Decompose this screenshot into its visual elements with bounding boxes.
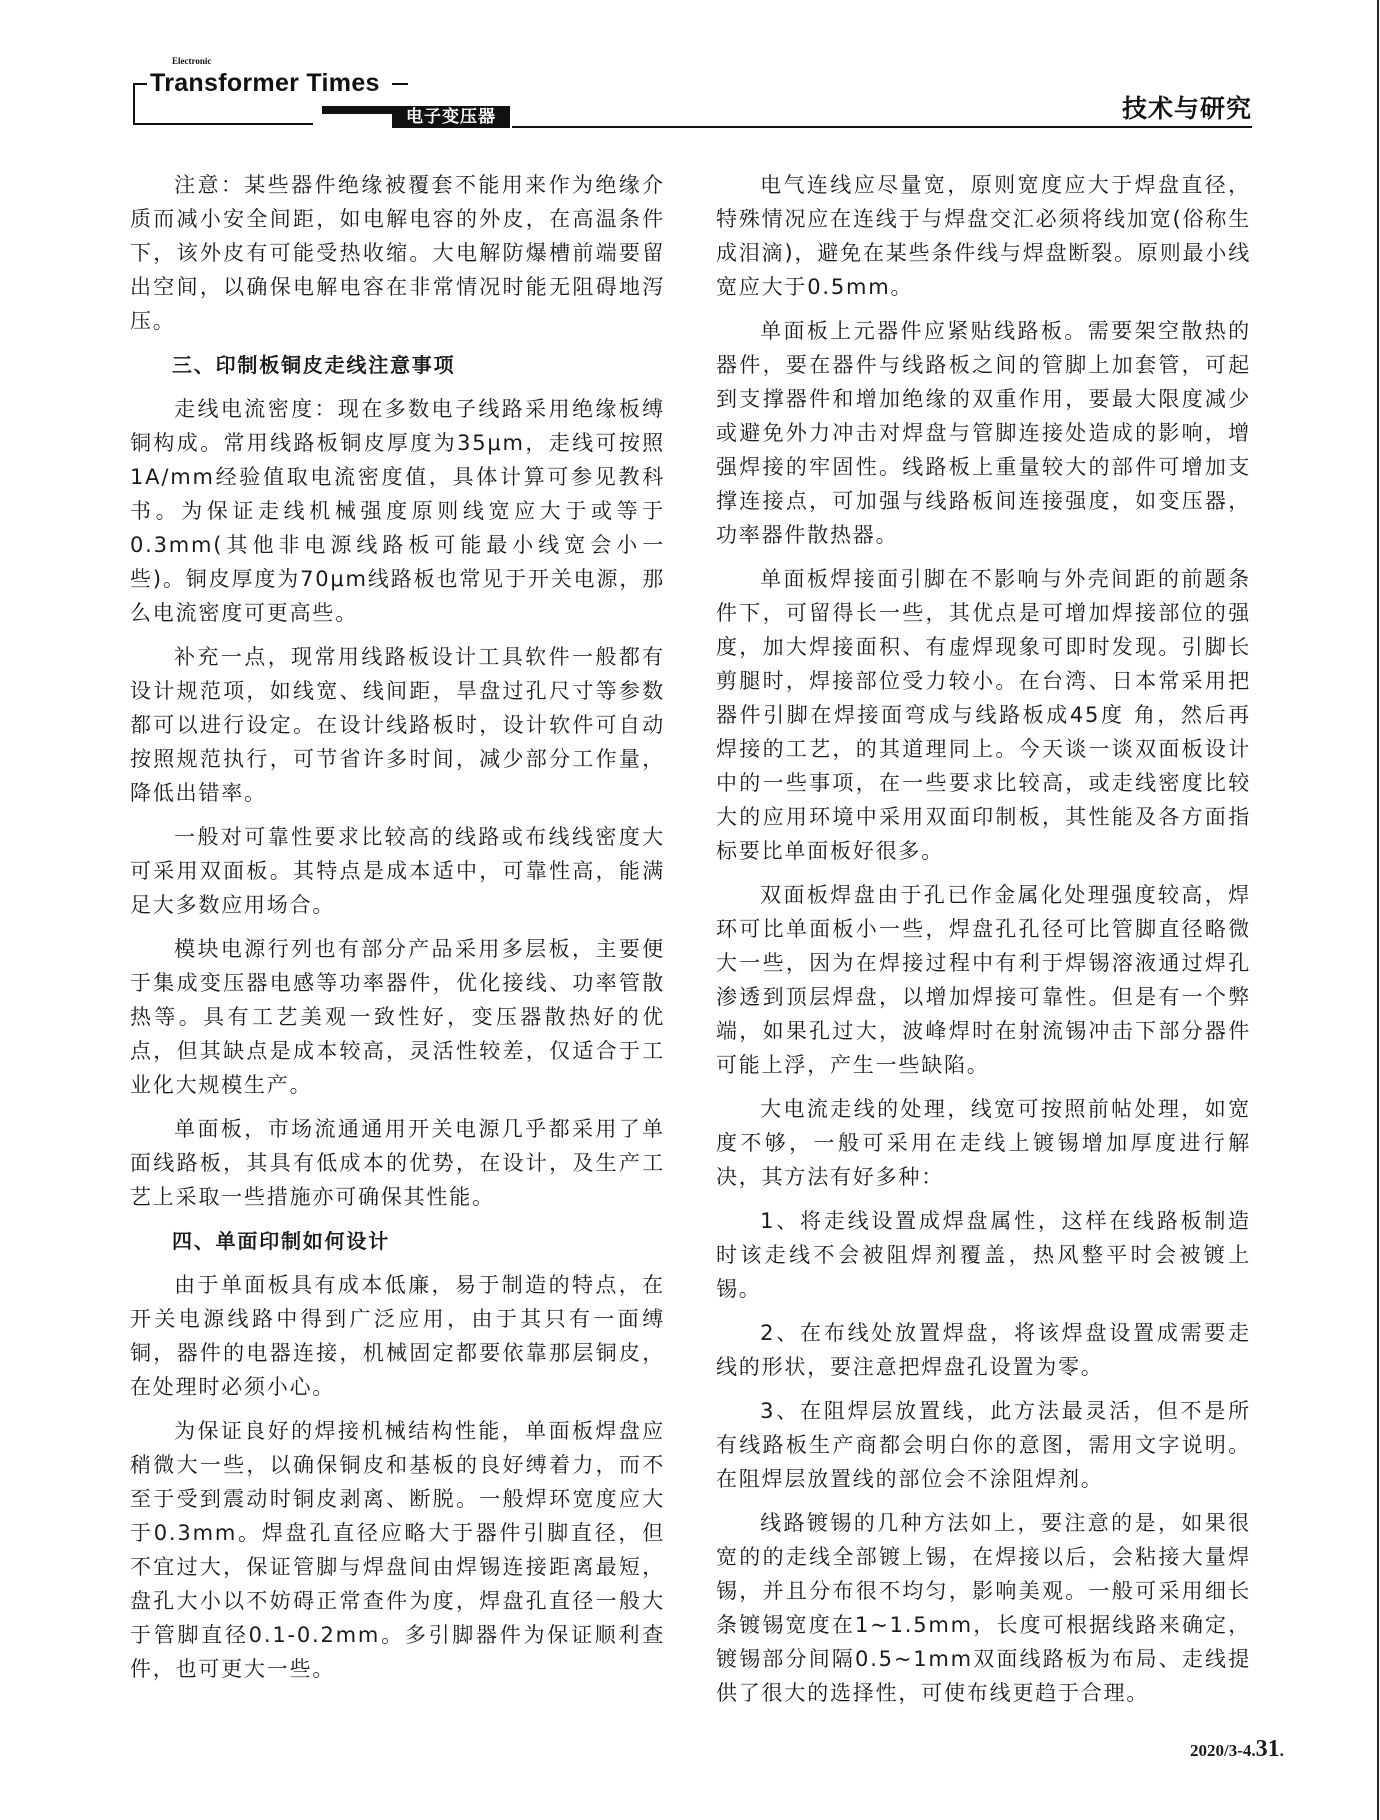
header-rule bbox=[512, 126, 1252, 128]
paragraph: 走线电流密度：现在多数电子线路采用绝缘板缚铜构成。常用线路板铜皮厚度为35μm，走线可按照1A/mm经验值取电流密度值，具体计算可参见教科书。为保证走线机械强度原则线宽应大于或等于0.3mm(其他非电源线路板可能最小线宽会小一些)。铜皮厚度为70μm线路板也常见于开关电源，那么电流密度可更高些。 bbox=[130, 397, 665, 625]
issue-date: 2020/3-4. bbox=[1190, 1741, 1256, 1760]
paragraph: 为保证良好的焊接机械结构性能，单面板焊盘应稍微大一些，以确保铜皮和基板的良好缚着力，而不至于受到震动时铜皮剥离、断脱。一般焊环宽度应大于0.3mm。焊盘孔直径应略大于器件引脚直径，但不宜过大，保证管脚与焊盘间由焊锡连接距离最短，盘孔大小以不妨碍正常查件为度，焊盘孔直径一般大于管脚直径0.1-0.2mm。多引脚器件为保证顺利查件，也可更大一些。 bbox=[130, 1419, 665, 1681]
section-heading: 三、印制板铜皮走线注意事项 bbox=[172, 353, 456, 377]
paragraph: 单面板焊接面引脚在不影响与外壳间距的前题条件下，可留得长一些，其优点是可增加焊接部位的强度，加大焊接面积、有虚焊现象可即时发现。引脚长剪腿时，焊接部位受力较小。在台湾、日本常采用把器件引脚在焊接面弯成与线路板成45度 角，然后再焊接的工艺，的其道理同上。今天谈一谈双面板设计中的一些事项，在一些要求比较高，或走线密度比较大的应用环境中采用双面印制板，其性能及各方面指标要比单面板好很多。 bbox=[716, 567, 1251, 863]
left-column bbox=[130, 168, 665, 1696]
paragraph: 电气连线应尽量宽，原则宽度应大于焊盘直径，特殊情况应在连线于与焊盘交汇必须将线加宽(俗称生成泪滴)，避免在某些条件线与焊盘断裂。原则最小线宽应大于0.5mm。 bbox=[716, 173, 1251, 299]
header-rule bbox=[133, 83, 147, 85]
paragraph: 单面板上元器件应紧贴线路板。需要架空散热的器件，要在器件与线路板之间的管脚上加套管，可起到支撑器件和增加绝缘的双重作用，要最大限度减少或避免外力冲击对焊盘与管脚连接处造成的影响，增强焊接的牢固性。线路板上重量较大的部件可增加支撑连接点，可加强与线路板间连接强度，如变压器，功率器件散热器。 bbox=[716, 319, 1251, 547]
paragraph: 注意：某些器件绝缘被覆套不能用来作为绝缘介质而减小安全间距，如电解电容的外皮，在高温条件下，该外皮有可能受热收缩。大电解防爆槽前端要留出空间，以确保电解电容在非常情况时能无阻碍地泻压。 bbox=[130, 173, 665, 333]
footer-suffix: . bbox=[1279, 1741, 1284, 1760]
journal-logo-small: Electronic bbox=[172, 56, 212, 66]
journal-name-cn: 电子变压器 bbox=[392, 106, 510, 128]
paragraph: 3、在阻焊层放置线，此方法最灵活，但不是所有线路板生产商都会明白你的意图，需用文字说明。在阻焊层放置线的部位会不涂阻焊剂。 bbox=[716, 1399, 1251, 1491]
paragraph: 一般对可靠性要求比较高的线路或布线线密度大可采用双面板。其特点是成本适中，可靠性高，能满足大多数应用场合。 bbox=[130, 825, 665, 917]
right-column bbox=[716, 168, 1251, 1720]
page-number: 31 bbox=[1255, 1736, 1280, 1762]
paragraph: 补充一点，现常用线路板设计工具软件一般都有设计规范项，如线宽、线间距，旱盘过孔尺寸等参数都可以进行设定。在设计线路板时，设计软件可自动按照规范执行，可节省许多时间，减少部分工作量，降低出错率。 bbox=[130, 645, 665, 805]
paragraph: 1、将走线设置成焊盘属性，这样在线路板制造时该走线不会被阻焊剂覆盖，热风整平时会被镀上锡。 bbox=[716, 1209, 1251, 1301]
journal-logo-text: Transformer Times bbox=[150, 69, 380, 97]
section-heading: 四、单面印制如何设计 bbox=[172, 1229, 390, 1253]
paragraph: 2、在布线处放置焊盘，将该焊盘设置成需要走线的形状，要注意把焊盘孔设置为零。 bbox=[716, 1321, 1251, 1379]
paragraph: 线路镀锡的几种方法如上，要注意的是，如果很宽的的走线全部镀上锡，在焊接以后，会粘接大量焊锡，并且分布很不均匀，影响美观。一般可采用细长条镀锡宽度在1~1.5mm，长度可根据线路来确定，镀锡部分间隔0.5~1mm双面线路板为布局、走线提供了很大的选择性，可使布线更趋于合理。 bbox=[716, 1511, 1251, 1705]
header-rule bbox=[133, 84, 135, 124]
page-edge bbox=[1377, 0, 1379, 1820]
header-rule bbox=[133, 123, 313, 125]
paragraph: 双面板焊盘由于孔已作金属化处理强度较高，焊环可比单面板小一些，焊盘孔孔径可比管脚直径略微大一些，因为在焊接过程中有利于焊锡溶液通过焊孔渗透到顶层焊盘，以增加焊接可靠性。但是有一个弊端，如果孔过大，波峰焊时在射流锡冲击下部分器件可能上浮，产生一些缺陷。 bbox=[716, 883, 1251, 1077]
paragraph: 单面板，市场流通通用开关电源几乎都采用了单面线路板，其具有低成本的优势，在设计，及生产工艺上采取一些措施亦可确保其性能。 bbox=[130, 1117, 665, 1209]
header-rule bbox=[392, 83, 408, 85]
section-title: 技术与研究 bbox=[1121, 94, 1252, 123]
paragraph: 模块电源行列也有部分产品采用多层板，主要便于集成变压器电感等功率器件，优化接线、功率管散热等。具有工艺美观一致性好，变压器散热好的优点，但其缺点是成本较高，灵活性较差，仅适合于工业化大规模生产。 bbox=[130, 937, 665, 1097]
page-footer bbox=[1190, 1735, 1284, 1765]
header-decoration bbox=[322, 106, 392, 114]
paragraph: 大电流走线的处理，线宽可按照前帖处理，如宽度不够，一般可采用在走线上镀锡增加厚度进行解决，其方法有好多种： bbox=[716, 1097, 1251, 1189]
paragraph: 由于单面板具有成本低廉，易于制造的特点，在开关电源线路中得到广泛应用，由于其只有一面缚铜，器件的电器连接，机械固定都要依靠那层铜皮，在处理时必须小心。 bbox=[130, 1273, 665, 1399]
